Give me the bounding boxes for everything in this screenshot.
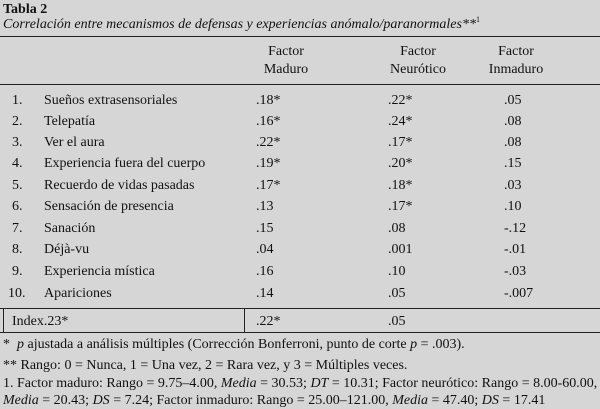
cell-inmaduro: .03 (504, 178, 522, 193)
table-row (0, 91, 600, 112)
header-line-1: Factor (498, 44, 534, 59)
cell-maduro: .17* (256, 178, 281, 193)
table-row (0, 197, 600, 218)
index-mid-border (244, 308, 245, 332)
cell-neurotico: .05 (388, 286, 406, 301)
row-number: 4. (12, 156, 23, 171)
header-factor-inmaduro (456, 43, 576, 79)
footnote-dt: DT (310, 376, 329, 391)
footnote-ds: DS (92, 393, 110, 408)
cell-inmaduro: .15 (504, 156, 522, 171)
row-label: Recuerdo de vidas pasadas (44, 178, 195, 193)
cell-maduro: .14 (256, 286, 274, 301)
footnote-p: p (17, 337, 24, 352)
row-label: Déjà-vu (44, 242, 90, 257)
cell-neurotico: .22* (388, 93, 413, 108)
footnote-range: ** Rango: 0 = Nunca, 1 = Una vez, 2 = Rara vez, y 3 = Múltiples veces. (3, 358, 408, 373)
cell-neurotico: .20* (388, 156, 413, 171)
cell-inmaduro: .05 (504, 93, 522, 108)
cell-neurotico: .24* (388, 114, 413, 129)
index-left-border (3, 308, 4, 332)
cell-maduro: .22* (256, 135, 281, 150)
row-label: Telepatía (44, 114, 96, 129)
row-label: Ver el aura (44, 135, 105, 150)
caption-text: Correlación entre mecanismos de defensas y experiencias anómalo/paranormales** (3, 17, 476, 32)
footnote-text: = 7.24; Factor inmaduro: Rango = 25.00–121.00, (113, 393, 389, 408)
footnote-star: * (3, 337, 10, 352)
footnote-significance (3, 337, 465, 353)
row-number: 6. (12, 199, 23, 214)
cell-neurotico: .17* (388, 199, 413, 214)
footnote-ds: DS (481, 393, 499, 408)
row-label: Sanación (44, 221, 96, 236)
row-number: 8. (12, 242, 23, 257)
footnote-text: = 10.31; Factor neurótico: Rango = 8.00-60.00, (331, 376, 598, 391)
footnote-media: Media (220, 376, 257, 391)
row-label: Experiencia fuera del cuerpo (44, 156, 206, 171)
index-neurotico: .05 (388, 314, 406, 329)
row-number: 7. (12, 221, 23, 236)
cell-maduro: .16* (256, 114, 281, 129)
table-row (0, 240, 600, 261)
table-row (0, 154, 600, 175)
footnote-media: Media (392, 393, 428, 408)
cell-neurotico: .10 (388, 264, 406, 279)
cell-neurotico: .17* (388, 135, 413, 150)
table-caption (3, 15, 480, 33)
footnote-p2: p (410, 337, 418, 352)
table-row (0, 284, 600, 305)
row-number: 9. (12, 264, 23, 279)
index-top-rule (0, 308, 600, 309)
cell-inmaduro: -.007 (504, 286, 534, 301)
index-row (0, 312, 600, 332)
footnote-text: = 20.43; (42, 393, 90, 408)
table-row (0, 262, 600, 283)
footnote-end: = .003). (420, 337, 465, 352)
row-number: 3. (12, 135, 23, 150)
header-line-1: Factor (400, 44, 436, 59)
top-rule (0, 36, 600, 37)
cell-inmaduro: .08 (504, 135, 522, 150)
table-number: Tabla 2 (3, 2, 48, 17)
table-row (0, 112, 600, 133)
footnote-text: = 47.40; (431, 393, 479, 408)
footnote-text: = 17.41 (502, 393, 546, 408)
header-line-2: Maduro (263, 62, 309, 77)
header-line-2: Inmaduro (488, 62, 544, 77)
cell-inmaduro: .08 (504, 114, 522, 129)
cell-inmaduro: .10 (504, 199, 522, 214)
cell-maduro: .16 (256, 264, 274, 279)
footnote-factors-1 (3, 376, 597, 392)
cell-maduro: .15 (256, 221, 274, 236)
cell-maduro: .13 (256, 199, 274, 214)
footnote-media: Media (3, 393, 39, 408)
header-line-2: Neurótico (390, 62, 446, 77)
footnote-factors-2 (3, 393, 545, 409)
index-maduro: .22* (256, 314, 281, 329)
row-number: 10. (8, 286, 26, 301)
table-row (0, 176, 600, 197)
row-label: Apariciones (44, 286, 112, 301)
footnote-text: 1. Factor maduro: Rango = 9.75–4.00, (3, 376, 218, 391)
row-number: 1. (12, 93, 23, 108)
cell-inmaduro: -.03 (504, 264, 527, 279)
cell-maduro: .19* (256, 156, 281, 171)
cell-inmaduro: -.01 (504, 242, 527, 257)
cell-maduro: .18* (256, 93, 281, 108)
table-row (0, 219, 600, 240)
row-label: Sensación de presencia (44, 199, 174, 214)
row-number: 2. (12, 114, 23, 129)
row-label: Sueños extrasensoriales (44, 93, 178, 108)
bottom-rule (0, 332, 600, 333)
cell-neurotico: .001 (388, 242, 413, 257)
row-number: 5. (12, 178, 23, 193)
header-line-1: Factor (268, 44, 304, 59)
cell-inmaduro: -.12 (504, 221, 527, 236)
cell-maduro: .04 (256, 242, 274, 257)
footnote-text: ajustada a análisis múltiples (Corrección Bonferroni, punto de corte (27, 337, 407, 352)
caption-footnote-marker: 1 (475, 15, 480, 24)
table-row (0, 133, 600, 154)
footnote-text: = 30.53; (260, 376, 307, 391)
row-label: Experiencia mística (44, 264, 155, 279)
index-label: Index.23* (12, 314, 69, 329)
header-factor-maduro (226, 43, 346, 79)
cell-neurotico: .08 (388, 221, 406, 236)
cell-neurotico: .18* (388, 178, 413, 193)
header-rule (0, 84, 600, 85)
